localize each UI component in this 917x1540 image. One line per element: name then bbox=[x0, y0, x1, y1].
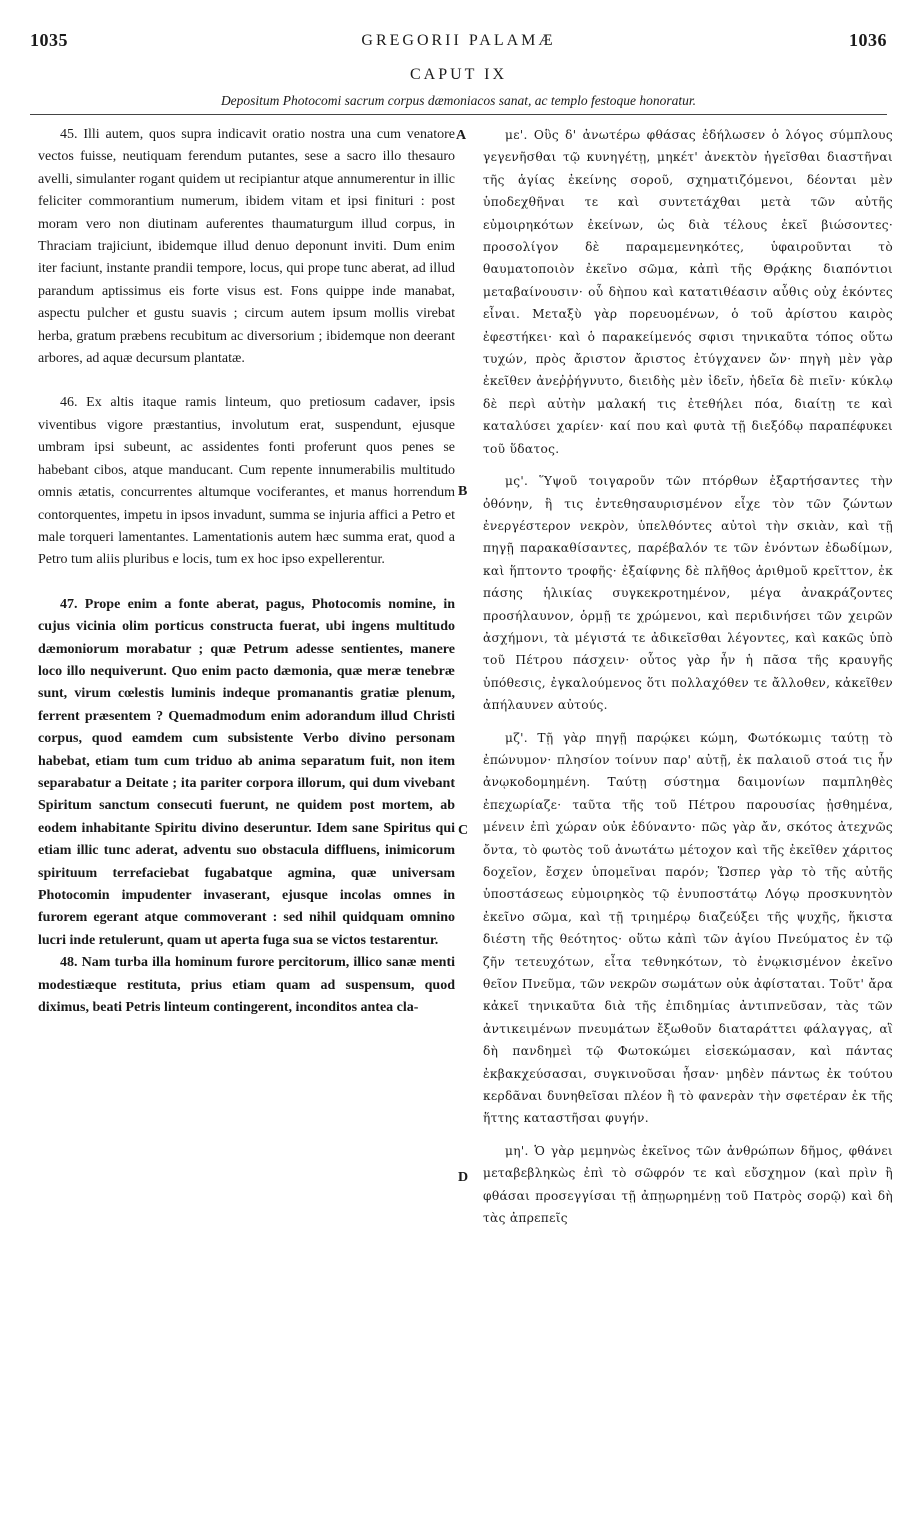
latin-paragraph-48: 48. Nam turba illa hominum furore percitorum, illico sanæ menti modestiæque restituta, prius etiam quam ad suspensum, quod diximus, beati Petris linteum contingerent, inconditos antea cla- bbox=[38, 955, 455, 1016]
page-number-left: 1035 bbox=[30, 30, 68, 50]
margin-letter-c: C bbox=[458, 823, 469, 838]
chapter-heading: CAPUT IX bbox=[409, 66, 508, 83]
header-rule bbox=[30, 114, 887, 115]
running-title: GREGORII PALAMÆ bbox=[361, 32, 556, 49]
greek-column bbox=[483, 124, 893, 1524]
latin-paragraph-47: 47. Prope enim a fonte aberat, pagus, Photocomis nomine, in cujus vicinia olim porticus constructa fuerat, ubi ingens multitudo dæmoniorum morabatur ; quæ Petrum adesse sentientes, manere loco illo nequiverunt. Quo enim pacto dæmonia, quæ meræ tenebræ sunt, virum cœlestis luminis indeque promanantis gratiæ plenum, ferrent præsentem ? Quemadmodum enim adorandum illud Christi corpus, quod eamdem cum subsistente Verbo divino personam habebat, etiam tum cum triduo ab anima separatum fuit, non item separabatur a Deitate ; ita pariter corpora illorum, qui dum vivebant Spiritum sanctum consecuti fuerunt, ne quidem post mortem, ab eodem inhabitante Spiritu divino deseruntur. Idem sane Spiritus qui etiam illic tunc aderat, adventu suo obstacula diffluens, inimicorum spirituum terrefaciebat fugabatque agmina, quæ universam Photocomin impudenter invaserant, ejusque incolas omnes in furorem egerant atque commoverant : sed nihil quidquam omnino lucri inde retulerunt, quam ut aperta fuga sua se victos testarentur. bbox=[38, 596, 455, 948]
greek-paragraph-47: μζ'. Τῇ γὰρ πηγῇ παρῴκει κώμη, Φωτόκωμις ταύτῃ τὸ ἐπώνυμον· πλησίον τοίνυν παρ' αὐτῇ, ἐκ παλαιοῦ στοά τις ἦν ἀνῳκοδομημένη. Ταύτῃ σύστημα δαιμονίων παμπληθὲς ἐπεχωρίαζε· ταῦτα τῆς τοῦ Πέτρου παρουσίας ᾐσθημένα, μένειν ἐπὶ χώραν οὐκ ἐδύναντο· πῶς γὰρ ἄν, σκότος ἀτεχνῶς ὄντα, τὸ φωτὸς τοῦ ἀνωτάτω μέτοχον καὶ τῆς ἐκεῖθεν χάριτος δοχεῖον, ἔσχεν ὑπομεῖναι παρόν; Ὥσπερ γὰρ τὸ τῆς αὐτῆς ὑποστάσεως εὐμοιρηκὸς τῷ ἐνυποστάτῳ Λόγῳ προσκυνητὸν ἐκεῖνο σῶμα, καὶ τῇ τριημέρῳ διαζεύξει τῆς ψυχῆς, ἥκιστα διέστη τῆς θεότητος· οὕτω κἀπὶ τῶν ἁγίου Πνεύματος ἐν τῷ ζῆν τετευχότων, εἶτα τεθνηκότων, τὸ ἐνῳκισμένον ἐκεῖνο θεῖον Πνεῦμα, τῶν νεκρῶν σωμάτων οὐκ ἀφίσταται. Τοῦτ' ἄρα κἀκεῖ τηνικαῦτα διὰ τῆς ἐπιδημίας ἀντιπνεῦσαν, τὰς τῶν ἀντικειμένων πνευμάτων ἔξωθοῦν διαταράττει φάλαγγας, αἳ δὴ πανδημεὶ τῷ Φωτοκώμει εἰσεκώμασαν, καὶ πάντας ἐκβακχεύσασαι, συγκινοῦσαι ἦσαν· μηδὲν πάντως ἐκ τούτου κερδᾶναι δυνηθεῖσαι πλέον ἢ τὸ φανερὰν τὴν σφετέραν ἐκ τῆς ἥττης καταστῆσαι φυγήν. bbox=[483, 730, 893, 1126]
latin-paragraph-46: 46. Ex altis itaque ramis linteum, quo pretiosum cadaver, ipsis viventibus vigore præstantius, involutum erat, suspendunt, ejusque umbram ipsi subeunt, ac assidentes fonti proferunt quos penes se habebant cibos, atque manducant. Cum repente innumerabilis multitudo omnis ætatis, concurrentes altumque vociferantes, et manus horrendum contorquentes, impetu in ipsos invadunt, summa se injuria affici a Petro et male torqueri lamentantes. Lamentationis autem hæc summa erat, quod a Petro tum aliis pluribus e locis, tum ex hoc ipso expellerentur. bbox=[38, 395, 455, 568]
latin-paragraph-45: 45. Illi autem, quos supra indicavit oratio nostra una cum venatore vectos fuisse, neutiquam ferendum putantes, sese a sacro illo thesauro avelli, simulanter rogant quidem ut recipiantur atque annumerentur in illic feliciter commorantium numerum, ibidem vitam et ipsi finituri : post moram vero non diutinam auferentes thaumaturgum illud corpus, in Thraciam trajiciunt, ibidemque illud denuo deponunt inviti. Dum enim iter faciunt, instante prandii tempore, locus, qui prope tunc aberat, ad illud parandum aptissimus eis forte visus est. Fons quippe inde manabat, aspectu pulcher et gustu suavis ; circum autem ipsum mollis virebat herba, gratum præbens recubitum ac diversorium ; ibidemque non deerant arbores, ad aquæ decursum plantatæ. bbox=[38, 127, 455, 367]
margin-letter-b: B bbox=[458, 484, 468, 499]
chapter-summary: Depositum Photocomi sacrum corpus dæmoniacos sanat, ac templo festoque honoratur. bbox=[220, 93, 697, 108]
margin-letter-a: A bbox=[456, 128, 467, 143]
page-number-right: 1036 bbox=[849, 30, 887, 50]
latin-column bbox=[38, 124, 455, 1524]
greek-paragraph-48: μη'. Ὁ γὰρ μεμηνὼς ἐκεῖνος τῶν ἀνθρώπων δῆμος, φθάνει μεταβεβληκὼς ἐπὶ τὸ σῶφρόν τε καὶ εὔσχημον (καὶ πρὶν ἢ φθάσαι προσεγγίσαι τῇ ἀπῃωρημένῃ τοῦ Πατρὸς σορῷ) καὶ δὴ τὰς ἀπρεπεῖς bbox=[483, 1143, 893, 1226]
greek-paragraph-46: μς'. Ὕψοῦ τοιγαροῦν τῶν πτόρθων ἐξαρτήσαντες τὴν ὀθόνην, ἣ τις ἐντεθησαυρισμένον εἶχε τὸν τῶν ζώντων ἐνεργέστερον νεκρὸν, ὑπελθόντες αὐτοὶ τὴν σκιὰν, καὶ τῇ πηγῇ παρακαθίσαντες, παρέβαλόν τε τῶν ἐνόντων ἐδωδίμων, καὶ ἥπτοντο τροφῆς· ἐξαίφνης δὲ πλῆθος ἀριθμοῦ κρεῖττον, ἐκ πάσης ἡλικίας συγκεκροτημένον, μέγα ἀνακράζοντες προσήλαυνον, ὁρμῇ τε χρώμενοι, καὶ περιδινήσει τῶν χειρῶν ἀσχήμονι, τὰ μέγιστά τε ἀδικεῖσθαι λέγοντες, καὶ κακῶς ὑπὸ τοῦ Πέτρου πάσχειν· οὗτος γὰρ ἦν ἡ πᾶσα τῆς κραυγῆς ὑπόθεσις, ἐγκαλούμενος ὅτι πολλαχόθεν τε ἄλλοθεν, κἀκεῖθεν ἀπήλαυνεν αὐτούς. bbox=[483, 474, 893, 713]
margin-letter-d: D bbox=[458, 1170, 469, 1185]
page-header bbox=[30, 30, 887, 54]
greek-paragraph-45: με'. Οὓς δ' ἀνωτέρω φθάσας ἐδήλωσεν ὁ λόγος σύμπλους γεγενῆσθαι τῷ κυνηγέτῃ, μηκέτ' ἀνεκτὸν ἡγεῖσθαι διαστῆναι τῆς ἁγίας ἐκείνης σοροῦ, σχηματιζόμενοι, δέονται μὲν ὑποδεχθῆναι τε καὶ συντετάχθαι μετὰ τῶν αὐτῆς εὐμοιρηκότων ἐκείνων, ὡς διὰ τέλους ἐκεῖ βιώσοντες· προσολίγον δὲ παραμεμενηκότες, ὑφαιροῦνται τὸ θαυματοποιὸν ἐκεῖνο σῶμα, κἀπὶ τῆς Θρᾴκης διαπόντιοι μεταβαίνουσιν· οὗ δὴπου καὶ κατατιθέασιν αὖθις οὐχ ἑκόντες εἶναι. Μεταξὺ γὰρ πορευομένων, ὁ τοῦ ἀρίστου καιρὸς ἐφεστήκει· καὶ ὁ παρακείμενός σφισι τηνικαῦτα τόπος οὕτω τυχών, πρὸς ἄριστον ἄριστος ἐτύγχανεν ὤν· πηγὴ μὲν γὰρ ἐκεῖθεν ἀνεῤῥήγνυτο, διειδὴς μὲν ἰδεῖν, ἡδεῖα δὲ πιεῖν· κύκλῳ δὲ περὶ αὐτὴν μαλακή τις ἐτεθήλει πόα, διαίτῃ τε καὶ καταλύσει χαρίεν· καί που καὶ φυτὰ τῇ διεξόδῳ παραπέφυκει τοῦ ὕδατος. bbox=[483, 128, 893, 456]
